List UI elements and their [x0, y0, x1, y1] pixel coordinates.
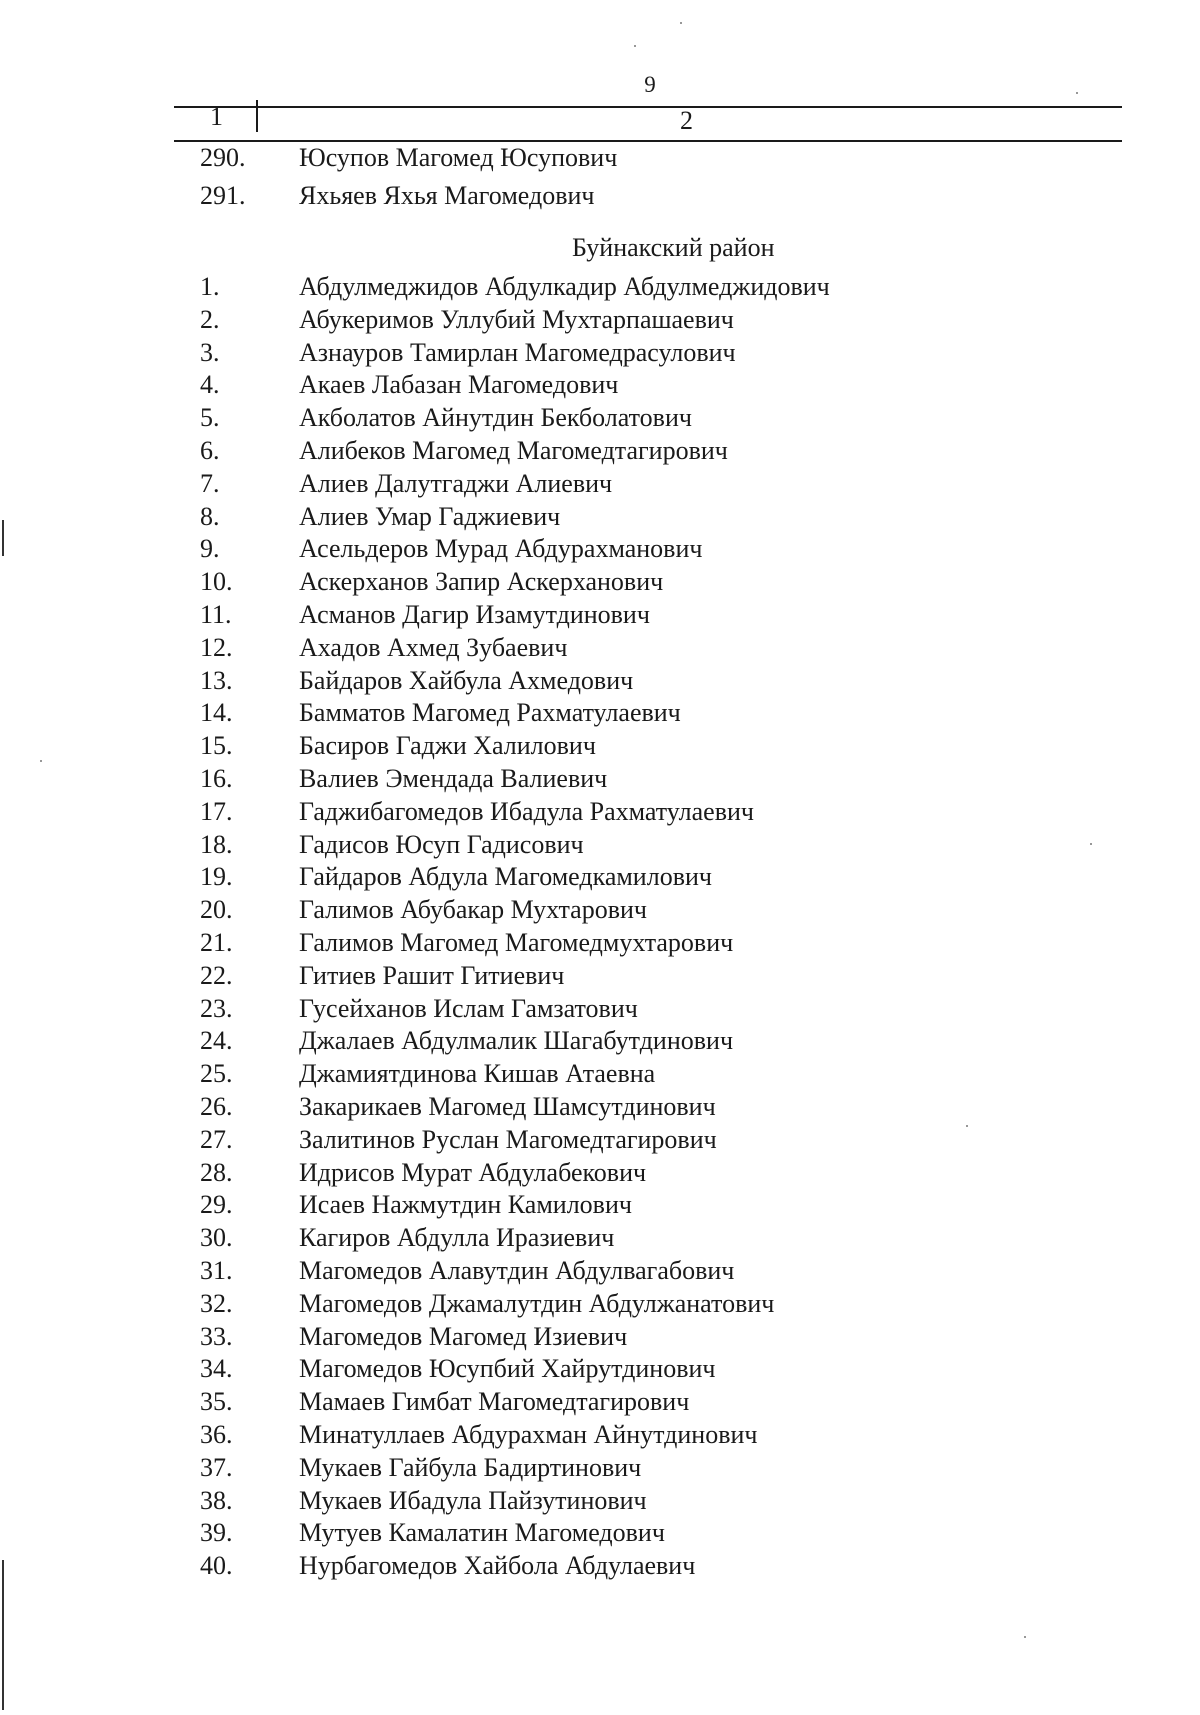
list-item-number: 22. [200, 960, 233, 990]
list-item-full-name: Мукаев Гайбула Бадиртинович [299, 1452, 642, 1482]
list-item-number: 37. [200, 1452, 233, 1482]
list-item-full-name: Идрисов Мурат Абдулабекович [299, 1157, 647, 1187]
list-item-number: 9. [200, 534, 220, 564]
list-item-number: 20. [200, 895, 233, 925]
list-item-full-name: Юсупов Магомед Юсупович [299, 143, 618, 172]
scan-edge-mark [2, 1560, 4, 1710]
list-item-full-name: Аскерханов Запир Аскерханович [299, 567, 664, 597]
list-item-number: 40. [200, 1551, 233, 1581]
list-item-number: 18. [200, 829, 233, 859]
list-item-number: 39. [200, 1518, 233, 1548]
list-item-full-name: Алиев Умар Гаджиевич [299, 501, 561, 531]
list-item-full-name: Магомедов Юсупбий Хайрутдинович [299, 1354, 716, 1384]
scan-speck [966, 1125, 968, 1127]
list-item-number: 290. [200, 143, 246, 172]
list-item-number: 12. [200, 632, 233, 662]
list-item-full-name: Джалаев Абдулмалик Шагабутдинович [299, 1026, 734, 1056]
list-item-number: 7. [200, 468, 220, 498]
list-item-full-name: Галимов Магомед Магомедмухтарович [299, 928, 734, 957]
list-item-full-name: Мутуев Камалатин Магомедович [299, 1518, 665, 1548]
scan-speck [1024, 1636, 1026, 1638]
list-item-full-name: Басиров Гаджи Халилович [299, 731, 596, 761]
list-item-number: 28. [200, 1157, 233, 1187]
list-item-number: 13. [200, 665, 233, 695]
list-item-number: 32. [200, 1288, 233, 1318]
scan-speck [634, 45, 636, 47]
list-item-full-name: Гаджибагомедов Ибадула Рахматулаевич [299, 796, 754, 826]
list-item-full-name: Закарикаев Магомед Шамсутдинович [299, 1092, 716, 1121]
list-item-full-name: Байдаров Хайбула Ахмедович [299, 665, 634, 695]
list-item-number: 30. [200, 1223, 233, 1253]
list-item-full-name: Исаев Нажмутдин Камилович [299, 1190, 632, 1220]
list-item-number: 26. [200, 1092, 233, 1121]
scan-speck [1076, 92, 1078, 94]
list-item-full-name: Нурбагомедов Хайбола Абдулаевич [299, 1551, 696, 1581]
list-item-full-name: Акаев Лабазан Магомедович [299, 370, 619, 400]
list-item-number: 4. [200, 370, 220, 400]
list-item-number: 33. [200, 1321, 233, 1351]
table-header-top-rule [174, 106, 1122, 108]
scan-speck [1090, 843, 1092, 845]
section-title: Буйнакский район [572, 233, 775, 262]
list-item-number: 23. [200, 993, 233, 1023]
list-item-full-name: Абукеримов Уллубий Мухтарпашаевич [299, 304, 734, 334]
list-item-full-name: Минатуллаев Абдурахман Айнутдинович [299, 1420, 758, 1449]
list-item-number: 38. [200, 1485, 233, 1515]
list-item-number: 6. [200, 436, 220, 465]
list-item-number: 29. [200, 1190, 233, 1220]
list-item-full-name: Джамиятдинова Кишав Атаевна [299, 1059, 656, 1089]
list-item-number: 3. [200, 337, 220, 367]
list-item-number: 34. [200, 1354, 233, 1384]
scan-speck [40, 760, 42, 762]
list-item-full-name: Магомедов Магомед Изиевич [299, 1321, 628, 1351]
list-item-number: 1. [200, 272, 220, 301]
list-item-number: 17. [200, 796, 233, 826]
list-item-full-name: Магомедов Джамалутдин Абдулжанатович [299, 1288, 775, 1318]
list-item-full-name: Асельдеров Мурад Абдурахманович [299, 534, 703, 564]
list-item-full-name: Галимов Абубакар Мухтарович [299, 895, 647, 925]
scan-speck [680, 22, 682, 24]
list-item-full-name: Азнауров Тамирлан Магомедрасулович [299, 337, 736, 367]
list-item-number: 31. [200, 1256, 233, 1285]
list-item-number: 27. [200, 1124, 233, 1154]
list-item-number: 35. [200, 1387, 233, 1417]
list-item-full-name: Кагиров Абдулла Иразиевич [299, 1223, 615, 1253]
list-item-full-name: Гайдаров Абдула Магомедкамилович [299, 862, 712, 892]
list-item-number: 11. [200, 600, 232, 629]
list-item-full-name: Гадисов Юсуп Гадисович [299, 829, 584, 859]
list-item-number: 5. [200, 403, 220, 433]
list-item-full-name: Залитинов Руслан Магомедтагирович [299, 1124, 717, 1154]
list-item-full-name: Бамматов Магомед Рахматулаевич [299, 698, 681, 728]
table-header-col1: 1 [210, 102, 223, 131]
list-item-full-name: Магомедов Алавутдин Абдулвагабович [299, 1256, 735, 1285]
page-number: 9 [644, 72, 656, 97]
list-item-full-name: Алибеков Магомед Магомедтагирович [299, 436, 728, 465]
list-item-number: 24. [200, 1026, 233, 1056]
table-header-col2: 2 [680, 106, 693, 135]
list-item-number: 14. [200, 698, 233, 728]
table-column-divider [256, 100, 258, 132]
list-item-full-name: Валиев Эмендада Валиевич [299, 764, 608, 793]
list-item-number: 15. [200, 731, 233, 761]
list-item-full-name: Алиев Далутгаджи Алиевич [299, 468, 613, 498]
list-item-full-name: Мукаев Ибадула Пайзутинович [299, 1485, 647, 1515]
list-item-number: 36. [200, 1420, 233, 1449]
list-item-full-name: Акболатов Айнутдин Бекболатович [299, 403, 692, 433]
list-item-number: 25. [200, 1059, 233, 1089]
list-item-number: 2. [200, 304, 220, 334]
list-item-full-name: Гитиев Рашит Гитиевич [299, 960, 565, 990]
list-item-full-name: Мамаев Гимбат Магомедтагирович [299, 1387, 690, 1417]
list-item-number: 16. [200, 764, 233, 793]
list-item-number: 8. [200, 501, 220, 531]
list-item-full-name: Гусейханов Ислам Гамзатович [299, 993, 638, 1023]
list-item-full-name: Абдулмеджидов Абдулкадир Абдулмеджидович [299, 272, 830, 301]
list-item-number: 19. [200, 862, 233, 892]
list-item-full-name: Ахадов Ахмед Зубаевич [299, 632, 568, 662]
list-item-number: 10. [200, 567, 233, 597]
list-item-number: 291. [200, 181, 246, 210]
scan-edge-mark [2, 520, 4, 556]
list-item-full-name: Яхьяев Яхья Магомедович [299, 181, 595, 210]
list-item-full-name: Асманов Дагир Изамутдинович [299, 600, 650, 629]
list-item-number: 21. [200, 928, 233, 957]
